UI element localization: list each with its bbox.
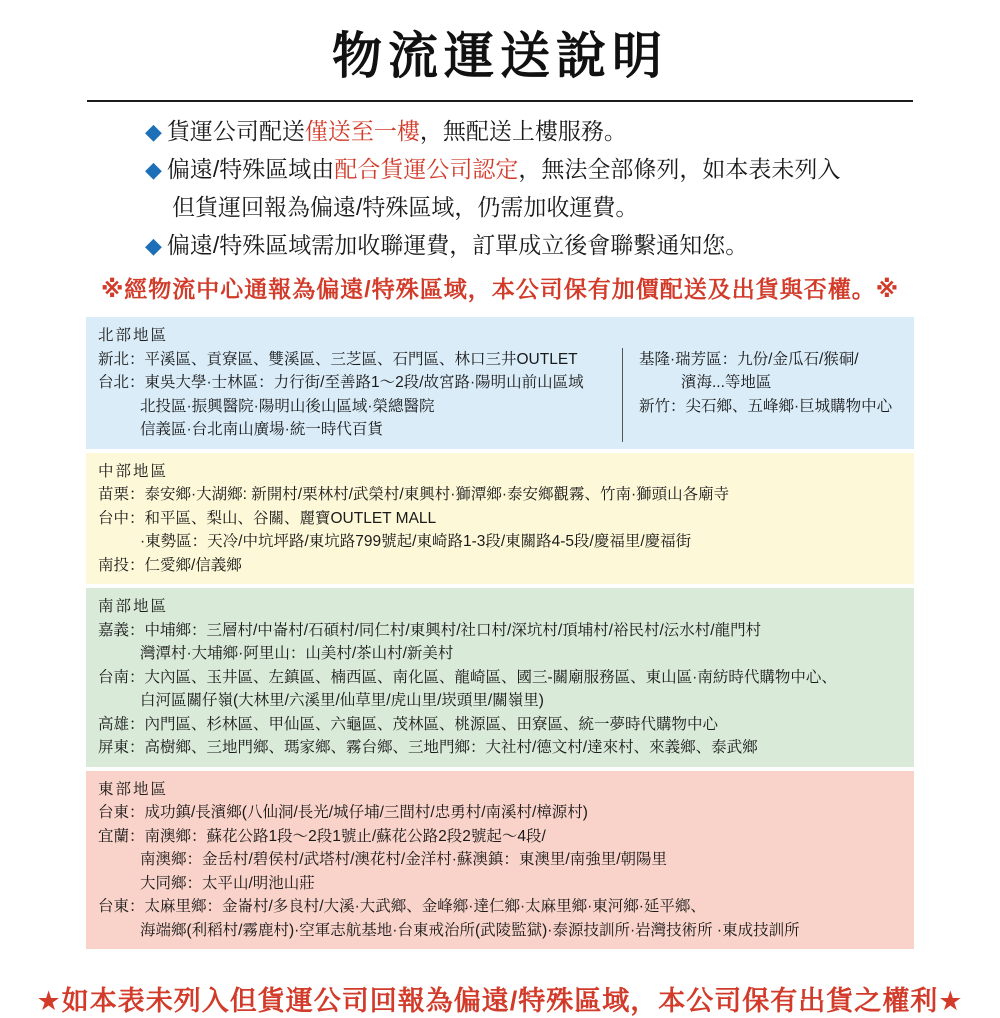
note-highlight-text: 配合貨運公司認定 (334, 156, 519, 182)
region-line: 大同鄉：太平山/明池山莊 (140, 874, 315, 892)
note-plain-text: 但貨運回報為偏遠/特殊區域，仍需加收運費。 (172, 194, 639, 220)
region-line: 濱海...等地區 (681, 374, 772, 391)
region-line: 灣潭村·大埔鄉·阿里山：山美村/茶山村/新美村 (140, 645, 454, 662)
region-line: 南澳鄉：金岳村/碧侯村/武塔村/澳花村/金洋村·蘇澳鎮：東澳里/南強里/朝陽里 (140, 851, 668, 868)
note-line-4 (145, 232, 913, 259)
region-line: 屏東：高樹鄉、三地門鄉、瑪家鄉、霧台鄉、三地門鄉：大社村/德文村/達來村、來義鄉、泰武鄉 (98, 739, 758, 756)
note-plain-text: ，無法全部條列，如本表未列入 (518, 156, 841, 182)
page-title: 物流運送說明 (332, 28, 668, 84)
diamond-bullet-icon: ◆ (145, 119, 162, 144)
region-north-columns (98, 348, 902, 442)
region-line: 南投：仁愛鄉/信義鄉 (98, 556, 242, 574)
title-divider (87, 100, 913, 102)
note-plain-text: ，無配送上樓服務。 (419, 118, 627, 144)
region-line: 海端鄉(利稻村/霧鹿村)·空軍志航基地·台東戒治所(武陵監獄)·泰源技訓所·岩灣技術所 ·東成技訓所 (140, 921, 800, 939)
note-plain-text: 偏遠/特殊區域需加收聯運費，訂單成立後會聯繫通知您。 (166, 232, 749, 258)
region-line: 宜蘭：南澳鄉：蘇花公路1段～2段1號止/蘇花公路2段2號起～4段/ (98, 827, 546, 845)
delivery-notes-list (87, 118, 913, 259)
region-boxes (86, 317, 914, 949)
region-header-north: 北部地區 (98, 327, 169, 344)
region-header-east: 東部地區 (98, 780, 169, 798)
note-line-1 (145, 118, 913, 145)
note-text (167, 232, 748, 259)
region-line: 信義區·台北南山廣場·統一時代百貨 (140, 421, 383, 438)
region-line: 台東：太麻里鄉：金崙村/多良村/大溪·大武鄉、金峰鄉·達仁鄉·太麻里鄉·東河鄉·延平鄉、 (98, 898, 706, 915)
region-line: 高雄：內門區、杉林區、甲仙區、六龜區、茂林區、桃源區、田寮區、統一夢時代購物中心 (98, 715, 719, 733)
region-line: 基隆·瑞芳區：九份/金瓜石/猴硐/ (639, 350, 859, 368)
bottom-rights-warning-text: ★如本表未列入但貨運公司回報為偏遠/特殊區域，本公司保有出貨之權利★ (36, 986, 964, 1016)
region-line: 台南：大內區、玉井區、左鎮區、楠西區、南化區、龍崎區、國三-關廟服務區、東山區·南紡時代購物中心、 (98, 668, 837, 686)
region-north-right-column (622, 348, 902, 442)
note-text (172, 194, 638, 221)
region-line: 台東：成功鎮/長濱鄉(八仙洞/長光/城仔埔/三間村/忠勇村/南溪村/樟源村) (98, 804, 588, 821)
note-plain-text: 偏遠/特殊區域由 (166, 156, 335, 182)
region-box-south (86, 588, 914, 767)
region-line: 嘉義：中埔鄉：三層村/中崙村/石碩村/同仁村/東興村/社口村/深坑村/頂埔村/裕民村/沄水村/龍門村 (98, 621, 762, 639)
region-line: 新竹：尖石鄉、五峰鄉·巨城購物中心 (639, 397, 893, 415)
surcharge-warning-text: ※經物流中心通報為偏遠/特殊區域，本公司保有加價配送及出貨與否權。※ (100, 276, 900, 302)
region-north-left-column (98, 348, 622, 442)
note-highlight-text: 僅送至一樓 (304, 118, 420, 144)
note-text (167, 156, 840, 183)
region-box-central (86, 453, 914, 585)
note-plain-text: 貨運公司配送 (166, 118, 305, 144)
region-line: 白河區關仔嶺(大林里/六溪里/仙草里/虎山里/崁頭里/關嶺里) (140, 692, 544, 709)
note-line-3 (145, 194, 913, 221)
region-line: 台北：東吳大學·士林區：力行街/至善路1～2段/故宮路·陽明山前山區域 (98, 374, 584, 391)
diamond-bullet-icon: ◆ (145, 157, 162, 182)
region-header-south: 南部地區 (98, 598, 169, 615)
region-line: 苗栗：泰安鄉·大湖鄉: 新開村/栗林村/武榮村/東興村·獅潭鄉·泰安鄉觀霧、竹南·獅頭山各廟寺 (98, 486, 730, 503)
region-line: ·東勢區：天冷/中坑坪路/東坑路799號起/東崎路1-3段/東關路4-5段/慶福里/慶福街 (140, 533, 692, 550)
region-header-central: 中部地區 (98, 462, 169, 480)
region-line: 台中：和平區、梨山、谷關、麗寶OUTLET MALL (98, 509, 437, 527)
diamond-bullet-icon: ◆ (145, 233, 162, 258)
region-line: 新北：平溪區、貢寮區、雙溪區、三芝區、石門區、林口三井OUTLET (98, 350, 578, 368)
note-line-2 (145, 156, 913, 183)
region-box-east (86, 771, 914, 950)
region-box-north (86, 317, 914, 449)
note-text (167, 118, 627, 145)
region-line: 北投區·振興醫院·陽明山後山區域·榮總醫院 (140, 397, 435, 415)
